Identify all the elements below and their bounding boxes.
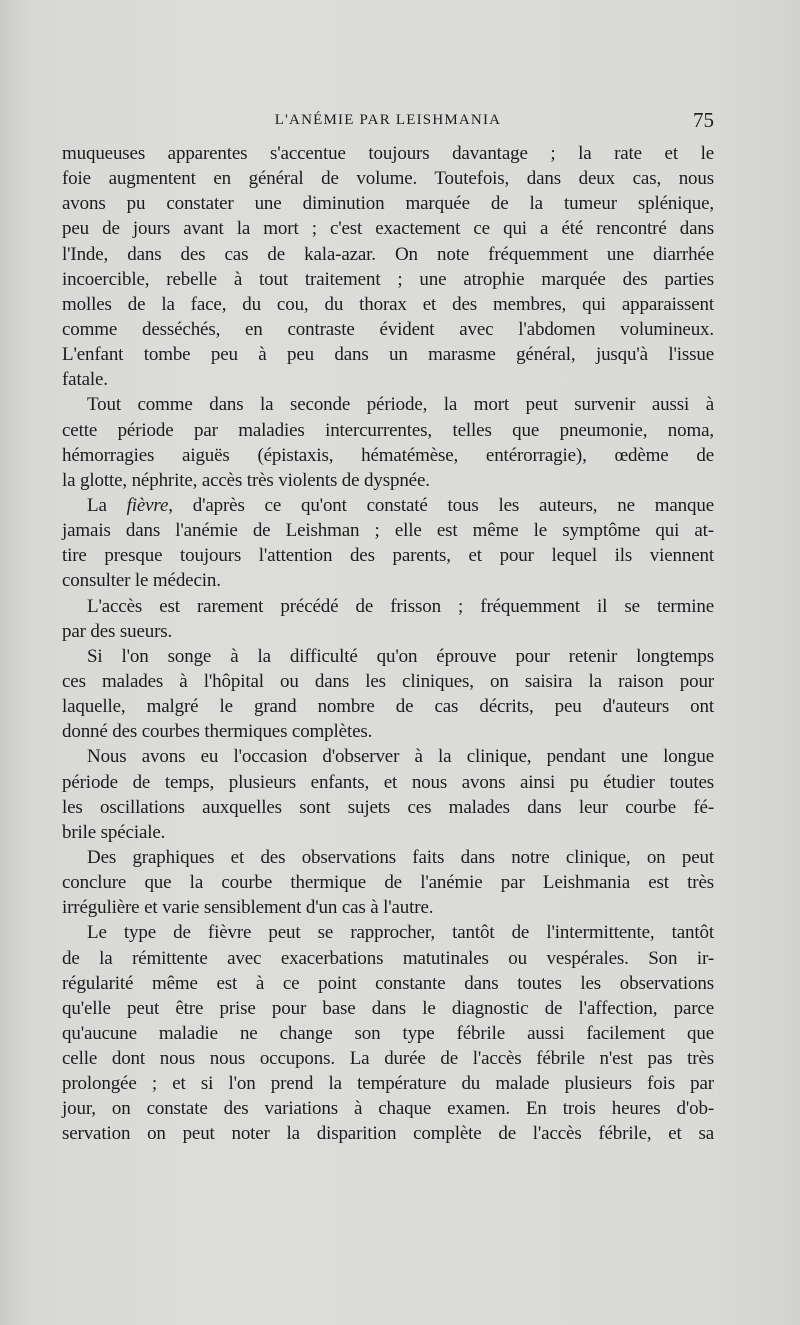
- paragraph-start: Si l'on songe à la difficulté qu'on éprouve pour retenir longtemps: [87, 645, 714, 667]
- text-line: servation on peut noter la disparition complète de l'accès fébrile, et sa: [62, 1123, 714, 1145]
- text-line: incoercible, rebelle à tout traitement ; une atrophie marquée des parties: [62, 268, 714, 290]
- text-line: molles de la face, du cou, du thorax et des membres, qui apparaissent: [62, 293, 714, 315]
- text-line: les oscillations auxquelles sont sujets ces malades dans leur courbe fé-: [62, 796, 714, 818]
- page-header: [62, 108, 714, 132]
- paragraph-start: Nous avons eu l'occasion d'observer à la clinique, pendant une longue: [87, 746, 714, 768]
- text-line: fatale.: [62, 369, 108, 391]
- text-line: de la rémittente avec exacerbations matutinales ou vespérales. Son ir-: [62, 947, 714, 969]
- text-line: donné des courbes thermiques complètes.: [62, 721, 373, 743]
- text-line: jamais dans l'anémie de Leishman ; elle est même le symptôme qui at-: [62, 520, 714, 542]
- text-line: la glotte, néphrite, accès très violents de dyspnée.: [62, 469, 430, 491]
- text-line: laquelle, malgré le grand nombre de cas décrits, peu d'auteurs ont: [62, 696, 714, 718]
- text-line: qu'elle peut être prise pour base dans le diagnostic de l'affection, parce: [62, 997, 714, 1019]
- text-line: prolongée ; et si l'on prend la température du malade plusieurs fois par: [62, 1073, 714, 1095]
- text-line: l'Inde, dans des cas de kala-azar. On note fréquemment une diarrhée: [62, 243, 714, 265]
- text-line: brile spéciale.: [62, 821, 166, 843]
- text-line: conclure que la courbe thermique de l'anémie par Leishmania est très: [62, 872, 714, 894]
- text-segment: La: [87, 494, 127, 516]
- running-title: L'ANÉMIE PAR LEISHMANIA: [274, 112, 502, 128]
- text-line: avons pu constater une diminution marquée de la tumeur splénique,: [62, 193, 714, 215]
- text-line: hémorragies aiguës (épistaxis, hématémèse, entérorragie), œdème de: [62, 444, 714, 466]
- text-line: irrégulière et varie sensiblement d'un cas à l'autre.: [62, 897, 434, 919]
- text-line: ces malades à l'hôpital ou dans les cliniques, on saisira la raison pour: [62, 670, 714, 692]
- italic-term: fièvre: [126, 494, 169, 516]
- text-line: jour, on constate des variations à chaque examen. En trois heures d'ob-: [62, 1098, 714, 1120]
- text-line: muqueuses apparentes s'accentue toujours davantage ; la rate et le: [62, 143, 714, 164]
- text-line: qu'aucune maladie ne change son type fébrile aussi facilement que: [62, 1022, 714, 1044]
- paragraph-start: Tout comme dans la seconde période, la mort peut survenir aussi à: [87, 394, 714, 416]
- text-line: tire presque toujours l'attention des parents, et pour lequel ils viennent: [62, 545, 714, 567]
- text-line: période de temps, plusieurs enfants, et nous avons ainsi pu étudier toutes: [62, 771, 714, 793]
- paragraph-start: Des graphiques et des observations faits dans notre clinique, on peut: [87, 846, 714, 868]
- text-line: foie augmentent en général de volume. Toutefois, dans deux cas, nous: [62, 168, 714, 190]
- paragraph-start: Le type de fièvre peut se rapprocher, tantôt de l'intermittente, tantôt: [87, 922, 714, 944]
- text-line: cette période par maladies intercurrentes, telles que pneumonie, noma,: [62, 419, 714, 441]
- paragraph-start: [62, 493, 714, 518]
- page-number: 75: [693, 108, 714, 132]
- text-line: par des sueurs.: [62, 620, 173, 642]
- text-line: comme desséchés, en contraste évident avec l'abdomen volumineux.: [62, 318, 714, 340]
- text-line: L'enfant tombe peu à peu dans un marasme général, jusqu'à l'issue: [62, 344, 714, 366]
- text-line: peu de jours avant la mort ; c'est exactement ce qui a été rencontré dans: [62, 218, 714, 240]
- page-body: [62, 141, 714, 1147]
- text-line: consulter le médecin.: [62, 570, 221, 592]
- text-segment: , d'après ce qu'ont constaté tous les auteurs, ne manque: [168, 494, 715, 516]
- paragraph-start: L'accès est rarement précédé de frisson ; fréquemment il se termine: [87, 595, 714, 617]
- text-line: celle dont nous nous occupons. La durée de l'accès fébrile n'est pas très: [62, 1048, 714, 1070]
- text-line: régularité même est à ce point constante dans toutes les observations: [62, 972, 714, 994]
